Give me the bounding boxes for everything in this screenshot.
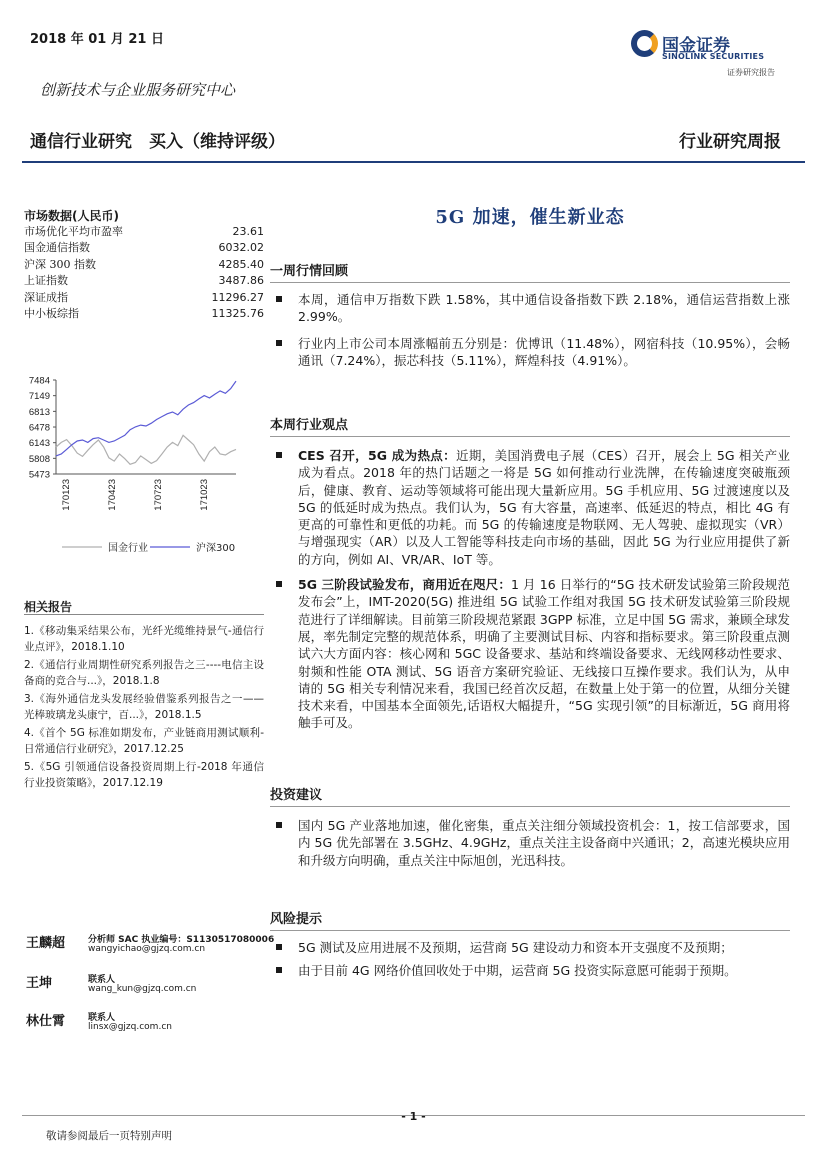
y-tick-label: 6143 bbox=[28, 438, 50, 450]
page-number: - 1 - bbox=[401, 1110, 426, 1123]
market-row-label: 沪深 300 指数 bbox=[24, 257, 96, 271]
section-title: 本周行业观点 bbox=[270, 418, 349, 433]
bullet-text: 近期，美国消费电子展（CES）召开，展会上 5G 相关产业成为看点。2018 年的热门话题之一将是 5G 如何推动行业洗牌，在传输速度突破瓶颈后，健康、教育、运动等领域将可能出现大量新应用。5G 手机应用、5G 过渡速度以及 5G 的低延时成为热点。我们认为，5G 有大容量，高速率、低延迟的特点，相比 4G 有更高的可靠性和更低的功耗。而 5G 的传输速度是物联网、无人驾驶、虚拟现实（VR）与增强现实（AR）以及人工智能等科技走向市场的基础，因此 5G 为行业应用提供了新的方向，例如 AI、VR/AR、IoT 等。 bbox=[298, 448, 790, 567]
y-tick-label: 7149 bbox=[28, 391, 50, 403]
market-row-value: 11325.76 bbox=[211, 307, 264, 321]
logo-text-cn: 国金证券 bbox=[662, 36, 730, 56]
report-date: 2018 年 01 月 21 日 bbox=[30, 32, 164, 47]
bullet-lead: 5G 三阶段试验发布，商用近在咫尺： bbox=[298, 577, 511, 593]
market-row-label: 市场优化平均市盈率 bbox=[24, 225, 123, 238]
series-line bbox=[56, 381, 236, 456]
related-report-item[interactable]: 2.《通信行业周期性研究系列报告之三----电信主设备商的竞合与...》，2018.1.8 bbox=[24, 659, 264, 687]
logo-text-en: SINOLINK SECURITIES bbox=[662, 52, 765, 61]
market-row-value: 23.61 bbox=[232, 225, 264, 238]
y-tick-label: 6813 bbox=[28, 406, 50, 418]
y-tick-label: 7484 bbox=[28, 375, 50, 387]
related-reports-divider bbox=[24, 614, 264, 615]
market-row-value: 3487.86 bbox=[218, 274, 264, 288]
author-role: 分析师 SAC 执业编号：S1130517080006 bbox=[88, 935, 275, 945]
section-views bbox=[270, 414, 790, 732]
report-type-title: 行业研究周报 bbox=[679, 132, 781, 152]
market-row bbox=[24, 273, 264, 289]
logo-icon bbox=[631, 30, 658, 57]
index-comparison-chart bbox=[22, 372, 262, 567]
market-row-label: 国金通信指数 bbox=[24, 241, 90, 255]
market-row bbox=[24, 306, 264, 322]
section-title: 风险提示 bbox=[270, 912, 323, 927]
related-report-item[interactable]: 1.《移动集采结果公布，光纤光缆维持景气-通信行业点评》，2018.1.10 bbox=[24, 625, 264, 653]
bullet-text: 1 月 16 日举行的“5G 技术研发试验第三阶段规范发布会”上，IMT-2020(5G) 推进组 5G 试验工作组对我国 5G 技术研发试验第三阶段规范进行了详细解读。目前第三阶段规范紧跟 3GPP 标准，立足中国 5G 需求，兼顾全球发展，率先制定完整的规范体系，明确了主要测试目标、内容和指标要求。第三阶段重点测试六大方面内容：核心网和 5GC 设备要求、基站和终端设备要求、无线网移动性要求、射频和性能 OTA 测试、5G 语音方案研究验证、无线接口互操作要求。我们认为，从申请的 5G 相关专利情况来看，我国已经首次反超，在数量上处于第一的位置，从细分关键技术来看，中国基本全面领先,话语权大幅提升，“5G 实现引领”的目标渐近，5G 商用将触手可及。 bbox=[298, 577, 790, 731]
research-department: 创新技术与企业服务研究中心 bbox=[40, 81, 236, 99]
author-name: 王麟超 bbox=[26, 936, 66, 951]
bullet-item: 国内 5G 产业落地加速，催化密集，重点关注细分领域投资机会：1，按工信部要求，国内 5G 优先部署在 3.5GHz、4.9GHz，重点关注主设备商中兴通讯；2，高速光模块应用和升级方向明确，重点关注中际旭创，光迅科技。 bbox=[270, 817, 790, 869]
related-report-item[interactable]: 4.《首个 5G 标准如期发布，产业链商用测试顺利-日常通信行业研究》，2017.12.25 bbox=[24, 727, 264, 755]
bullet-item: 5G 测试及应用进展不及预期，运营商 5G 建设动力和资本开支强度不及预期； bbox=[270, 939, 790, 956]
x-tick-label: 170123 bbox=[61, 479, 72, 511]
market-row bbox=[24, 224, 264, 240]
section-weekly bbox=[270, 260, 790, 369]
author-name: 林仕霄 bbox=[26, 1014, 66, 1029]
section-divider bbox=[270, 282, 790, 283]
bullet-item: 本周，通信申万指数下跌 1.58%，其中通信设备指数下跌 2.18%，通信运营指数上涨 2.99%。 bbox=[270, 291, 790, 326]
section-risk bbox=[270, 908, 790, 980]
market-row bbox=[24, 240, 264, 256]
related-report-item[interactable]: 3.《海外通信龙头发展经验借鉴系列报告之一——光棒玻璃龙头康宁，百...》，2018.1.5 bbox=[24, 693, 264, 721]
legend-label: 沪深300 bbox=[196, 543, 236, 554]
author-name: 王坤 bbox=[26, 976, 53, 991]
section-title: 一周行情回顾 bbox=[270, 264, 349, 279]
x-tick-label: 170423 bbox=[107, 479, 118, 511]
bullet-item bbox=[270, 447, 790, 568]
author-email[interactable]: wangyichao@gjzq.com.cn bbox=[88, 944, 206, 954]
related-reports bbox=[24, 598, 264, 791]
header-divider bbox=[22, 161, 805, 163]
logo-subtitle: 证券研究报告 bbox=[727, 68, 775, 77]
author-email[interactable]: linsx@gjzq.com.cn bbox=[88, 1022, 172, 1032]
related-report-item[interactable]: 5.《5G 引领通信设备投资周期上行-2018 年通信行业投资策略》，2017.12.19 bbox=[24, 761, 264, 789]
market-row-label: 上证指数 bbox=[24, 274, 68, 288]
author-email[interactable]: wang_kun@gjzq.com.cn bbox=[88, 984, 197, 994]
market-data-panel bbox=[24, 207, 264, 322]
section-divider bbox=[270, 806, 790, 807]
market-data-title: 市场数据(人民币) bbox=[24, 209, 119, 223]
y-tick-label: 6478 bbox=[28, 422, 50, 434]
market-row-label: 中小板综指 bbox=[24, 307, 79, 321]
market-row-value: 4285.40 bbox=[218, 257, 264, 271]
legend-label: 国金行业 bbox=[108, 543, 148, 554]
section-divider bbox=[270, 930, 790, 931]
market-row bbox=[24, 290, 264, 306]
bullet-item bbox=[270, 576, 790, 732]
author-role: 联系人 bbox=[88, 1013, 116, 1023]
market-row-label: 深证成指 bbox=[24, 290, 68, 304]
author-role: 联系人 bbox=[88, 975, 116, 985]
section-title: 投资建议 bbox=[270, 788, 323, 803]
y-tick-label: 5808 bbox=[28, 453, 50, 465]
section-invest bbox=[270, 784, 790, 869]
bullet-item: 由于目前 4G 网络价值回收处于中期，运营商 5G 投资实际意愿可能弱于预期。 bbox=[270, 962, 790, 979]
report-headline: 5G 加速，催生新业态 bbox=[435, 207, 625, 228]
footer-disclaimer: 敬请参阅最后一页特别声明 bbox=[46, 1130, 172, 1142]
bullet-item: 行业内上市公司本周涨幅前五分别是：优博讯（11.48%），网宿科技（10.95%），会畅通讯（7.24%），振芯科技（5.11%），辉煌科技（4.91%）。 bbox=[270, 335, 790, 370]
x-tick-label: 170723 bbox=[153, 479, 164, 511]
section-divider bbox=[270, 436, 790, 437]
x-tick-label: 171023 bbox=[199, 479, 210, 511]
bullet-lead: CES 召开，5G 成为热点： bbox=[298, 448, 457, 463]
market-data-rows bbox=[24, 224, 264, 322]
market-row-value: 6032.02 bbox=[218, 241, 264, 255]
related-reports-title: 相关报告 bbox=[24, 600, 73, 614]
market-row-value: 11296.27 bbox=[211, 290, 264, 304]
market-row bbox=[24, 257, 264, 273]
industry-rating-title: 通信行业研究 买入（维持评级） bbox=[30, 132, 285, 152]
y-tick-label: 5473 bbox=[28, 469, 50, 481]
